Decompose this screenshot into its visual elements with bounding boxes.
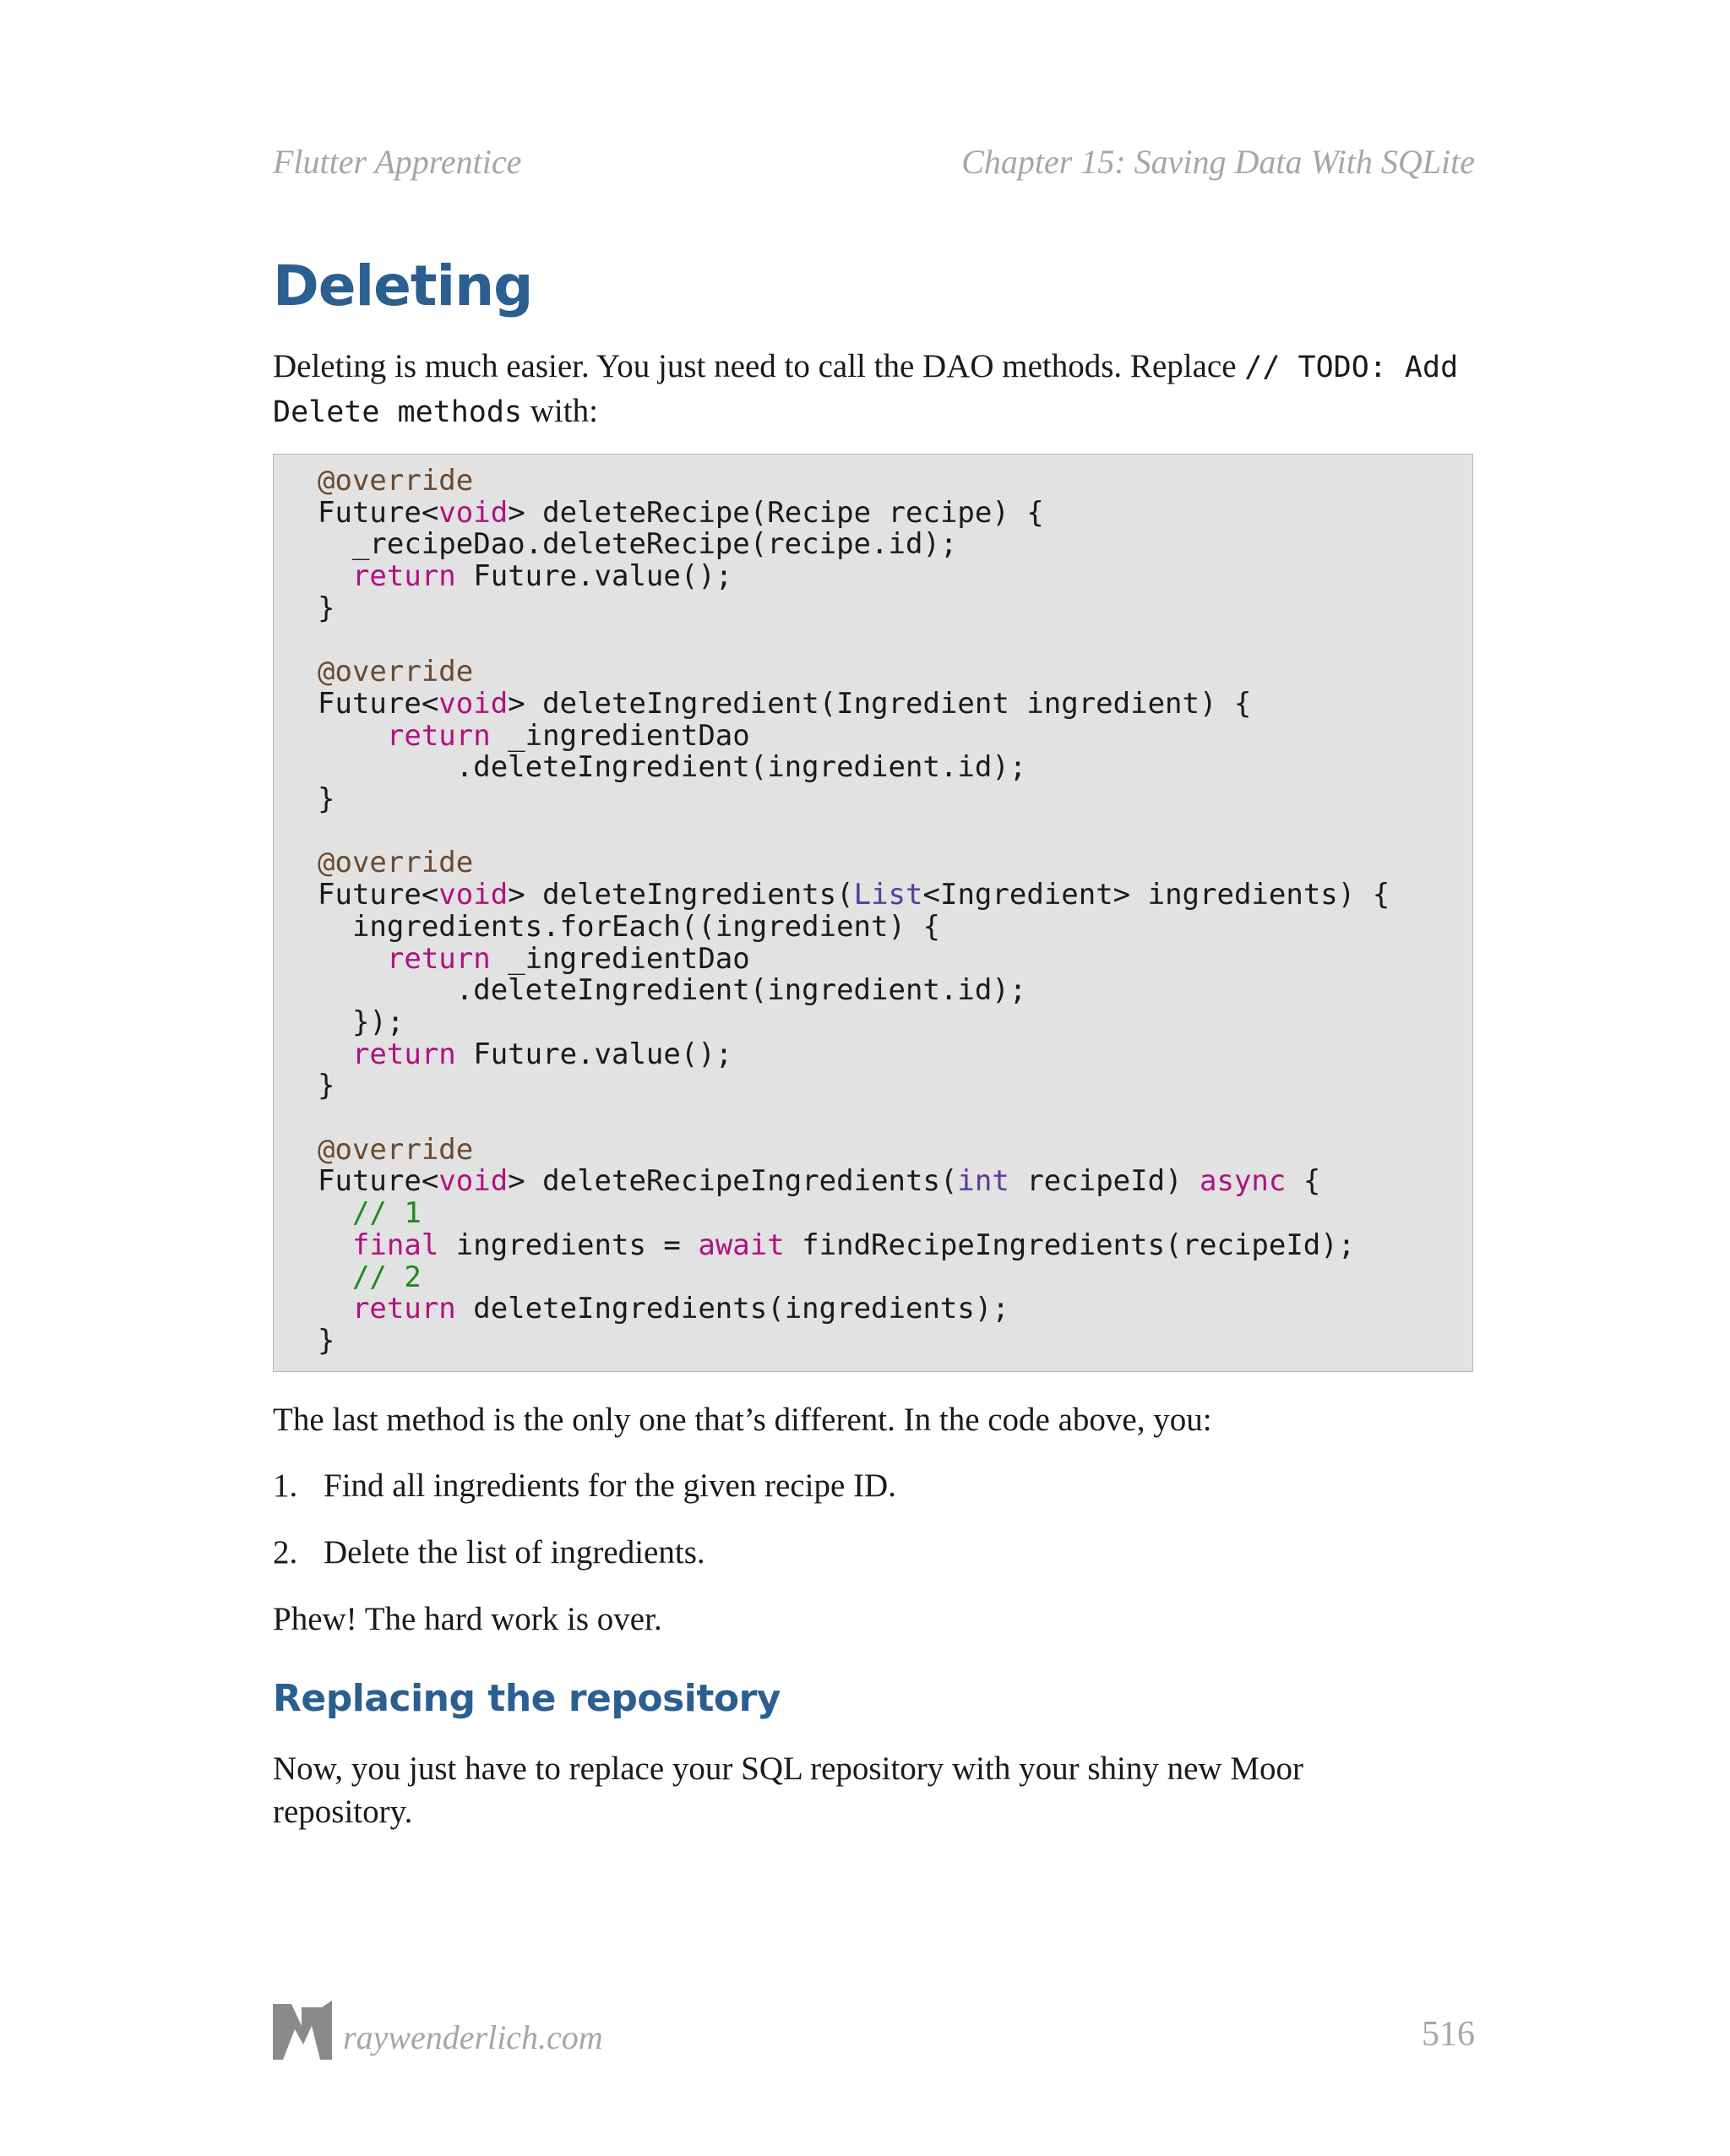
code-listing xyxy=(318,466,1390,1358)
code-keyword: void xyxy=(438,1164,509,1199)
list-item-number: 2. xyxy=(273,1534,298,1571)
code-block xyxy=(273,454,1473,1372)
raywenderlich-logo-icon xyxy=(273,2001,332,2060)
code-type: int xyxy=(957,1164,1009,1199)
code-token: findRecipeIngredients(recipeId); xyxy=(784,1228,1356,1262)
code-keyword: final xyxy=(318,1228,439,1262)
code-token: > xyxy=(508,686,525,721)
code-keyword: void xyxy=(438,686,509,721)
code-token: > xyxy=(508,878,525,912)
code-annotation: @override xyxy=(318,846,474,880)
code-keyword: return xyxy=(318,941,491,976)
code-line: }); xyxy=(318,1004,405,1039)
closing-paragraph: Phew! The hard work is over. xyxy=(273,1601,662,1637)
code-comment: // 2 xyxy=(318,1260,422,1294)
subsection-title: Replacing the repository xyxy=(273,1677,781,1720)
code-line: ingredients.forEach((ingredient) { xyxy=(318,909,940,944)
code-line: .deleteIngredient(ingredient.id); xyxy=(318,973,1027,1008)
code-token: Future< xyxy=(318,1164,439,1199)
code-token: deleteRecipeIngredients( xyxy=(525,1164,958,1199)
section-title: Deleting xyxy=(273,253,533,318)
intro-text: Deleting is much easier. You just need to call the DAO methods. Replace xyxy=(273,348,1245,384)
code-annotation: @override xyxy=(318,464,474,498)
book-title: Flutter Apprentice xyxy=(273,143,522,181)
code-token: Future.value(); xyxy=(455,1037,733,1071)
code-token: _ingredientDao xyxy=(490,718,750,753)
code-keyword: async xyxy=(1200,1164,1287,1199)
subsection-text-line1: Now, you just have to replace your SQL repository with your shiny new Moor xyxy=(273,1750,1303,1787)
subsection-text-line2: repository. xyxy=(273,1794,413,1830)
code-token: deleteRecipe(Recipe recipe) { xyxy=(525,495,1044,530)
list-item-number: 1. xyxy=(273,1467,298,1504)
code-token: Future< xyxy=(318,878,439,912)
code-token: Future.value(); xyxy=(455,559,733,594)
subsection-paragraph xyxy=(273,1747,1475,1833)
code-line: } xyxy=(318,1069,335,1103)
list-item-text: Find all ingredients for the given recipe ID. xyxy=(324,1467,896,1504)
inline-code: // TODO: Add Delete methods xyxy=(273,351,1459,429)
code-keyword: return xyxy=(318,1037,456,1071)
code-token: Future< xyxy=(318,495,439,530)
code-keyword: return xyxy=(318,718,491,753)
code-token: deleteIngredients( xyxy=(525,878,854,912)
book-page xyxy=(273,0,1475,2156)
code-token: ingredients = xyxy=(438,1228,699,1262)
code-token: > xyxy=(508,1164,525,1199)
code-token: > xyxy=(508,495,525,530)
code-keyword: return xyxy=(318,559,456,594)
code-type: List xyxy=(853,878,923,912)
code-line: } xyxy=(318,591,335,625)
code-token: recipeId) xyxy=(1009,1164,1200,1199)
code-line: _recipeDao.deleteRecipe(recipe.id); xyxy=(318,527,958,562)
running-header xyxy=(273,142,1475,184)
code-line: } xyxy=(318,1323,335,1358)
code-token: deleteIngredient(Ingredient ingredient) { xyxy=(525,686,1252,721)
intro-paragraph xyxy=(273,345,1475,434)
code-token: { xyxy=(1286,1164,1321,1199)
footer-site: raywenderlich.com xyxy=(343,2018,603,2056)
code-keyword: return xyxy=(318,1292,456,1326)
code-line: .deleteIngredient(ingredient.id); xyxy=(318,750,1027,785)
code-keyword: void xyxy=(438,495,509,530)
code-token: _ingredientDao xyxy=(490,941,750,976)
list-item-text: Delete the list of ingredients. xyxy=(324,1534,705,1571)
code-keyword: await xyxy=(698,1228,785,1262)
code-comment: // 1 xyxy=(318,1196,422,1231)
chapter-title: Chapter 15: Saving Data With SQLite xyxy=(961,143,1475,181)
intro-text-end: with: xyxy=(522,393,598,429)
explanation-paragraph: The last method is the only one that’s different. In the code above, you: xyxy=(273,1402,1212,1438)
page-number: 516 xyxy=(1422,2015,1475,2054)
code-token: deleteIngredients(ingredients); xyxy=(455,1292,1009,1326)
code-annotation: @override xyxy=(318,655,474,689)
code-token: Future< xyxy=(318,686,439,721)
code-token: <Ingredient> ingredients) { xyxy=(922,878,1390,912)
code-line: } xyxy=(318,782,335,817)
code-keyword: void xyxy=(438,878,509,912)
code-annotation: @override xyxy=(318,1132,474,1167)
